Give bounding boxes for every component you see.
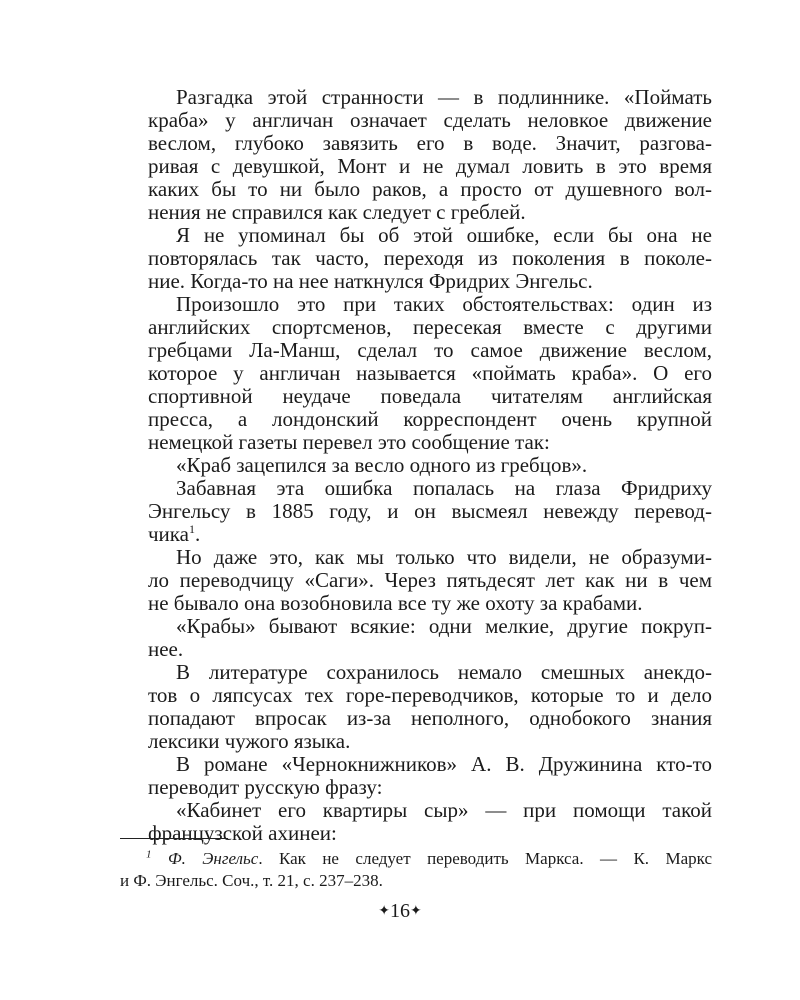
text-line: Разгадка этой странности — в подлиннике. «Поймать — [176, 85, 712, 109]
paragraph-8 — [120, 661, 712, 753]
paragraph-1 — [120, 86, 712, 224]
footnote-line — [120, 848, 712, 870]
text-line: которое у англичан называется «поймать краба». О его — [148, 361, 712, 385]
text-line: переводит русскую фразу: — [148, 775, 383, 799]
paragraph-5 — [120, 477, 712, 546]
body-text — [120, 86, 712, 845]
footnote — [120, 848, 712, 892]
text-line: каких бы то ни было раков, а просто от душевного вол- — [148, 177, 712, 201]
paragraph-7 — [120, 615, 712, 661]
text-line: гребцами Ла-Манш, сделал то самое движение веслом, — [148, 338, 712, 362]
text-line: тов о ляпсусах тех горе-переводчиков, которые то и дело — [148, 683, 712, 707]
paragraph-2 — [120, 224, 712, 293]
text-line: Забавная эта ошибка попалась на глаза Фридриху — [176, 476, 712, 500]
footnote-line: и Ф. Энгельс. Соч., т. 21, с. 237–238. — [120, 871, 383, 890]
text-fragment: чика — [148, 522, 190, 546]
ornament-left-icon: ✦ — [378, 904, 390, 919]
text-line: повторялась так часто, переходя из поколения в поколе- — [148, 246, 712, 270]
text-line: веслом, глубоко завязить его в воде. Значит, разгова- — [148, 131, 712, 155]
page-number-value: 16 — [390, 900, 410, 922]
footnote-number: 1 — [146, 848, 152, 861]
text-line: В романе «Чернокнижников» А. В. Дружинина кто-то — [176, 752, 712, 776]
paragraph-4 — [120, 454, 712, 477]
footnote-author: Ф. Энгельс — [167, 849, 259, 868]
text-line: ло переводчицу «Саги». Через пятьдесят лет как ни в чем — [148, 568, 712, 592]
text-line: ние. Когда-то на нее наткнулся Фридрих Энгельс. — [148, 269, 593, 293]
footnote-ref[interactable]: 1 — [189, 522, 196, 536]
text-line: краба» у англичан означает сделать неловкое движение — [148, 108, 712, 132]
text-line: Я не упоминал бы об этой ошибке, если бы она не — [176, 223, 712, 247]
text-line: не бывало она возобновила все ту же охоту за крабами. — [148, 591, 643, 615]
text-line: «Краб зацепился за весло одного из гребцов». — [176, 453, 588, 477]
text-line: Энгельсу в 1885 году, и он высмеял невежду перевод- — [148, 499, 712, 523]
text-line: «Кабинет его квартиры сыр» — при помощи такой — [176, 798, 712, 822]
footnote-text: . Как не следует переводить Маркса. — К. Маркс — [258, 849, 713, 868]
text-line: «Крабы» бывают всякие: одни мелкие, другие покруп- — [176, 614, 712, 638]
footnote-divider — [120, 838, 228, 839]
ornament-right-icon: ✦ — [410, 904, 422, 919]
text-line: спортивной неудаче поведала читателям английская — [148, 384, 712, 408]
text-line: попадают впросак из-за неполного, однобокого знания — [148, 706, 712, 730]
text-line: английских спортсменов, пересекая вместе с другими — [148, 315, 712, 339]
paragraph-3 — [120, 293, 712, 454]
text-line: Но даже это, как мы только что видели, не образуми- — [176, 545, 712, 569]
text-line: Произошло это при таких обстоятельствах: один из — [176, 292, 712, 316]
text-line: лексики чужого языка. — [148, 729, 351, 753]
page-number — [0, 900, 800, 923]
text-line: ривая с девушкой, Монт и не думал ловить в это время — [148, 154, 712, 178]
text-line: нения не справился как следует с греблей. — [148, 200, 526, 224]
text-line: В литературе сохранилось немало смешных анекдо- — [176, 660, 712, 684]
paragraph-6 — [120, 546, 712, 615]
text-line: пресса, а лондонский корреспондент очень крупной — [148, 407, 712, 431]
text-line: французской ахинеи: — [148, 821, 337, 845]
text-line: немецкой газеты перевел это сообщение так: — [148, 430, 550, 454]
text-line: нее. — [148, 637, 184, 661]
text-line: чика$^1$. — [148, 522, 201, 546]
paragraph-9 — [120, 753, 712, 799]
